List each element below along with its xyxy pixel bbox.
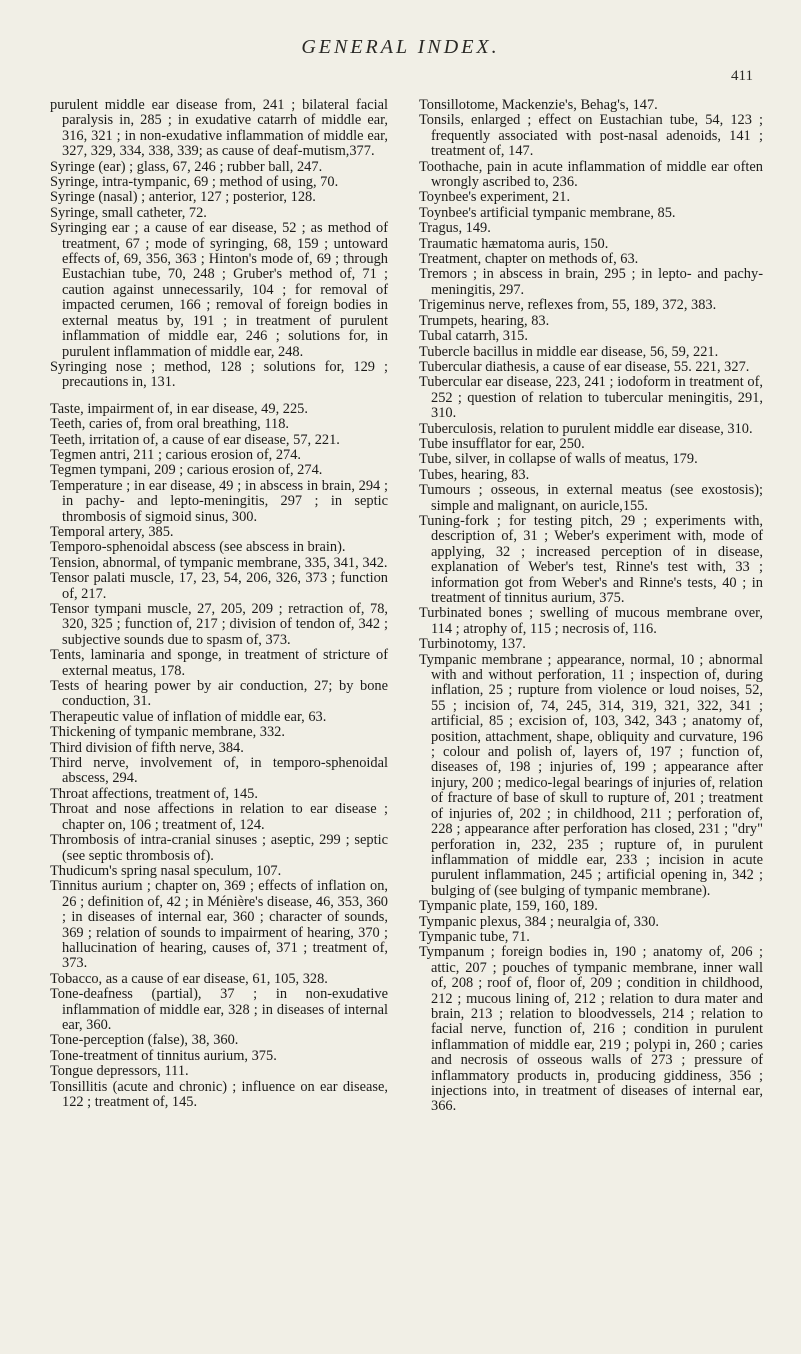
index-entry: Tongue depressors, 111. [50,1063,189,1080]
index-entry: Tuning-fork ; for testing pitch, 29 ; experiments with, description of, 31 ; Weber's experiment with, mode of applying, 32 ; increased perception of in disease, explanation of Weber's test, Rinne's test with, 33 ; information got from Weber's and Rinne's tests, 40 ; in treatment of tinnitus aurium, 375. [419,512,763,606]
index-entry: Tubercle bacillus in middle ear disease, 56, 59, 221. [419,343,719,360]
index-entry: Toynbee's artificial tympanic membrane, 85. [419,204,676,221]
index-entry: Tests of hearing power by air conduction, 27; by bone conduction, 31. [50,678,388,710]
index-entry: purulent middle ear disease from, 241 ; bilateral facial paralysis in, 285 ; in exudative catarrh of middle ear, 316, 321 ; in non-exudative inflammation of middle ear, 327, 329, 334, 338, 339; as cause of deaf-mutism,377. [50,97,388,160]
index-entry: Traumatic hæmatoma auris, 150. [419,235,609,252]
index-entry: Teeth, irritation of, a cause of ear disease, 57, 221. [50,431,340,448]
index-entry: Throat and nose affections in relation to ear disease ; chapter on, 106 ; treatment of, 124. [50,801,388,833]
index-entry: Tympanum ; foreign bodies in, 190 ; anatomy of, 206 ; attic, 207 ; pouches of tympanic membrane, inner wall of, 208 ; roof of, floor of, 209 ; condition in childhood, 212 ; mucous lining of, 212 ; relation to dura mater and brain, 213 ; relation to bloodvessels, 214 ; relation to facial nerve, function of, 216 ; condition in purulent inflammation of middle ear, 219 ; polypi in, 260 ; caries and necrosis of osseous walls of 273 ; pressure of inflammatory products in, producing giddiness, 356 ; injections into, in treatment of diseases of internal ear, 366. [419,944,763,1115]
index-entry: Tobacco, as a cause of ear disease, 61, 105, 328. [50,970,328,987]
index-entry: Tubes, hearing, 83. [419,466,530,483]
index-entry: Tegmen tympani, 209 ; carious erosion of, 274. [50,462,323,479]
index-entry: Trigeminus nerve, reflexes from, 55, 189, 372, 383. [419,297,717,314]
index-entry: Tubercular diathesis, a cause of ear disease, 55. 221, 327. [419,358,750,375]
index-entry: Turbinotomy, 137. [419,636,526,653]
index-entry: Tone-perception (false), 38, 360. [50,1032,239,1049]
index-entry: Third nerve, involvement of, in temporo-sphenoidal abscess, 294. [50,755,388,787]
index-entry: Tensor tympani muscle, 27, 205, 209 ; retraction of, 78, 320, 325 ; function of, 217 ; division of tendon of, 342 ; subjective sounds due to spasm of, 373. [50,601,388,648]
index-entry: Turbinated bones ; swelling of mucous membrane over, 114 ; atrophy of, 115 ; necrosis of, 116. [419,605,763,637]
index-entry: Tegmen antri, 211 ; carious erosion of, 274. [50,446,302,463]
index-entry: Throat affections, treatment of, 145. [50,785,258,802]
index-entry: Syringe (ear) ; glass, 67, 246 ; rubber ball, 247. [50,158,323,175]
index-entry: Syringe, small catheter, 72. [50,204,207,221]
index-entry: Thrombosis of intra-cranial sinuses ; aseptic, 299 ; septic (see septic thrombosis of). [50,832,388,864]
index-entry: Tubercular ear disease, 223, 241 ; iodoform in treatment of, 252 ; question of relation to tubercular meningitis, 291, 310. [419,374,763,422]
index-entry: Tubal catarrh, 315. [419,328,528,345]
index-entry: Treatment, chapter on methods of, 63. [419,251,639,268]
index-entry: Tragus, 149. [419,220,491,237]
index-entry: Syringing nose ; method, 128 ; solutions for, 129 ; precautions in, 131. [50,358,388,391]
index-entry: Tympanic membrane ; appearance, normal, 10 ; abnormal with and without perforation, 11 ; inspection of, during inflation, 25 ; rupture from violence or loud noises, 52, 55 ; incision of, 74, 245, 314, 319, 321, 322, 341 ; artificial, 85 ; excision of, 103, 342, 343 ; anatomy of, position, attachment, shape, obliquity and curvature, 196 ; colour and polish of, layers of, 197 ; function of, diseases of, 198 ; injuries of, 199 ; appearance after injury, 200 ; medico-legal bearings of injuries of, relation of fracture of base of skull to rupture of, 201 ; treatment of injuries of, 202 ; in childhood, 211 ; perforation of, 228 ; appearance after perforation has closed, 231 ; "dry" perforation in, 232, 235 ; rupture of, in purulent inflammation of middle ear, 233 ; incision in acute purulent inflammation, 245 ; artificial opening in, 342 ; bulging of (see bulging of tympanic membrane). [419,651,763,899]
index-entry: Tumours ; osseous, in external meatus (see exostosis); simple and malignant, on auricle,155. [419,482,763,514]
index-entry: Tremors ; in abscess in brain, 295 ; in lepto- and pachy-meningitis, 297. [419,266,763,298]
index-entry: Tympanic plate, 159, 160, 189. [419,898,598,915]
index-entry: Tube, silver, in collapse of walls of meatus, 179. [419,451,698,468]
index-entry: Tension, abnormal, of tympanic membrane, 335, 341, 342. [50,554,388,571]
index-entry: Syringing ear ; a cause of ear disease, 52 ; as method of treatment, 67 ; mode of syringing, 68, 159 ; untoward effects of, 69, 356, 363 ; Hinton's mode of, 69 ; through Eustachian tube, 70, 248 ; Gruber's method of, 71 ; caution against unnecessarily, 104 ; for removal of impacted cerumen, 166 ; removal of foreign bodies in external meatus by, 191 ; in treatment of purulent inflammation of middle ear, 246 ; solutions for, in purulent inflammation of middle ear, 248. [50,220,388,360]
index-entry: Third division of fifth nerve, 384. [50,739,244,756]
index-entry: Tinnitus aurium ; chapter on, 369 ; effects of inflation on, 26 ; definition of, 42 ; in Ménière's disease, 46, 353, 360 ; in diseases of internal ear, 360 ; character of sounds, 369 ; relation of sounds to impairment of hearing, 370 ; hallucination of hearing, causes of, 371 ; treatment of, 373. [50,878,388,972]
index-entry: Tone-deafness (partial), 37 ; in non-exudative inflammation of middle ear, 328 ; in diseases of internal ear, 360. [50,986,388,1033]
index-entry: Trumpets, hearing, 83. [419,312,550,329]
page-number: 411 [731,68,753,84]
index-entry: Toothache, pain in acute inflammation of middle ear often wrongly ascribed to, 236. [419,158,763,191]
index-entry: Temperature ; in ear disease, 49 ; in abscess in brain, 294 ; in pachy- and lepto-meningitis, 297 ; in septic thrombosis of sigmoid sinus, 300. [50,477,388,525]
index-entry: Toynbee's experiment, 21. [419,189,571,206]
index-entry: Tonsils, enlarged ; effect on Eustachian tube, 54, 123 ; frequently associated with post-nasal adenoids, 141 ; treatment of, 147. [419,112,763,160]
index-entry: Tympanic tube, 71. [419,928,530,945]
index-entry: Tents, laminaria and sponge, in treatment of stricture of external meatus, 178. [50,647,388,679]
index-entry: Tone-treatment of tinnitus aurium, 375. [50,1047,277,1064]
index-column-right [419,98,763,1115]
running-header: GENERAL INDEX. [301,36,500,58]
index-entry: Tonsillotome, Mackenzie's, Behag's, 147. [419,97,658,113]
index-entry: Taste, impairment of, in ear disease, 49, 225. [50,400,308,417]
index-entry: Tonsillitis (acute and chronic) ; influence on ear disease, 122 ; treatment of, 145. [50,1078,388,1110]
index-entry: Temporal artery, 385. [50,523,174,540]
index-entry: Tube insufflator for ear, 250. [419,435,585,452]
index-entry: Temporo-sphenoidal abscess (see abscess in brain). [50,539,346,556]
index-entry: Syringe, intra-tympanic, 69 ; method of using, 70. [50,174,339,191]
index-entry: Thickening of tympanic membrane, 332. [50,724,285,741]
index-entry: Tuberculosis, relation to purulent middle ear disease, 310. [419,420,753,437]
index-entry: Therapeutic value of inflation of middle ear, 63. [50,708,327,725]
index-entry: Tensor palati muscle, 17, 23, 54, 206, 326, 373 ; function of, 217. [50,570,388,602]
index-entry: Syringe (nasal) ; anterior, 127 ; posterior, 128. [50,189,316,206]
index-entry: Thudicum's spring nasal speculum, 107. [50,862,282,879]
index-column-left [50,98,388,1110]
index-entry: Teeth, caries of, from oral breathing, 118. [50,416,290,433]
index-entry: Tympanic plexus, 384 ; neuralgia of, 330. [419,913,659,930]
